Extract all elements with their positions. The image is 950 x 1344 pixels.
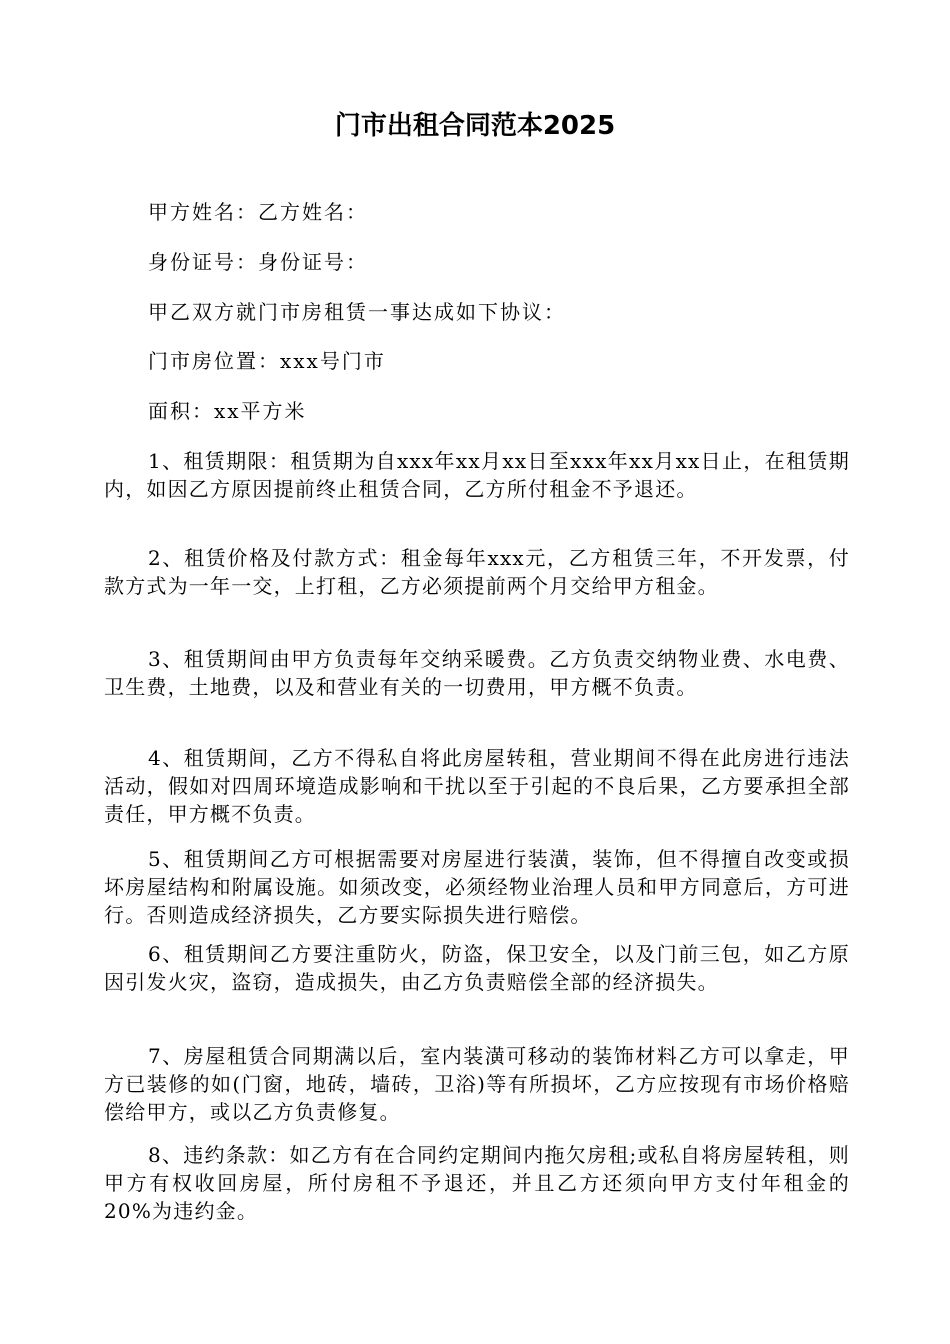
- clause-6: 6、租赁期间乙方要注重防火，防盗，保卫安全，以及门前三包，如乙方原因引发火灾，盗窃，造成损失，由乙方负责赔偿全部的经济损失。: [104, 942, 850, 994]
- clause-1: 1、租赁期限：租赁期为自xxx年xx月xx日至xxx年xx月xx日止，在租赁期内，如因乙方原因提前终止租赁合同，乙方所付租金不予退还。: [104, 449, 850, 501]
- clause-2: 2、租赁价格及付款方式：租金每年xxx元，乙方租赁三年，不开发票，付款方式为一年一交，上打租，乙方必须提前两个月交给甲方租金。: [104, 546, 850, 598]
- area-line: 面积：xx平方米: [148, 399, 307, 423]
- id-numbers-line: 身份证号：身份证号：: [148, 250, 368, 274]
- party-names-line: 甲方姓名：乙方姓名：: [148, 200, 368, 224]
- clause-8: 8、违约条款：如乙方有在合同约定期间内拖欠房租;或私自将房屋转租，则甲方有权收回房屋，所付房租不予退还，并且乙方还须向甲方支付年租金的20%为违约金。: [104, 1143, 850, 1223]
- document-title: 门市出租合同范本2025: [334, 111, 616, 141]
- agreement-intro-line: 甲乙双方就门市房租赁一事达成如下协议：: [148, 300, 566, 324]
- clause-4: 4、租赁期间，乙方不得私自将此房屋转租，营业期间不得在此房进行违法活动，假如对四周环境造成影响和干扰以至于引起的不良后果，乙方要承担全部责任，甲方概不负责。: [104, 746, 850, 826]
- clause-7: 7、房屋租赁合同期满以后，室内装潢可移动的装饰材料乙方可以拿走，甲方已装修的如(门窗，地砖，墙砖，卫浴)等有所损坏，乙方应按现有市场价格赔偿给甲方，或以乙方负责修复。: [104, 1044, 850, 1124]
- location-line: 门市房位置：xxx号门市: [148, 349, 386, 373]
- clause-5: 5、租赁期间乙方可根据需要对房屋进行装潢，装饰，但不得擅自改变或损坏房屋结构和附属设施。如须改变，必须经物业治理人员和甲方同意后，方可进行。否则造成经济损失，乙方要实际损失进行赔偿。: [104, 847, 850, 927]
- clause-3: 3、租赁期间由甲方负责每年交纳采暖费。乙方负责交纳物业费、水电费、卫生费，土地费，以及和营业有关的一切费用，甲方概不负责。: [104, 647, 850, 699]
